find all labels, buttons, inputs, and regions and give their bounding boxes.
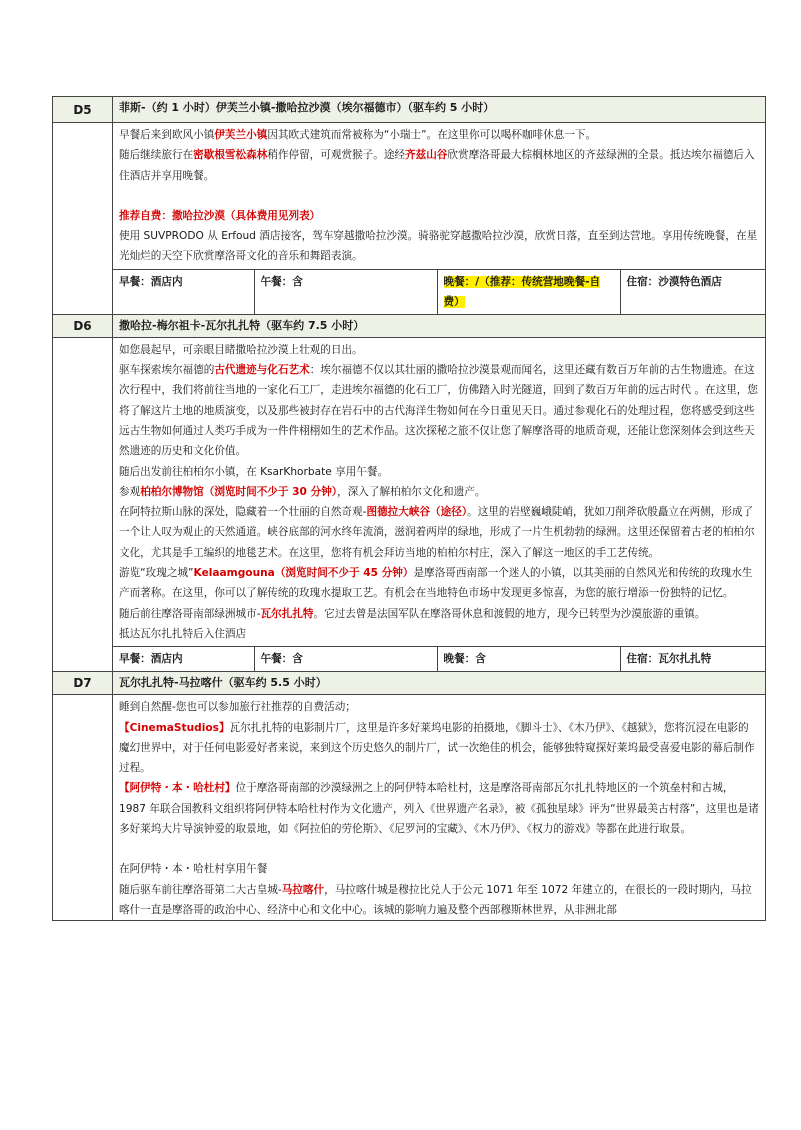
hotel-cell: 住宿：沙漠特色酒店 xyxy=(620,270,765,314)
day-body xyxy=(113,337,766,646)
meals-row xyxy=(53,269,766,314)
highlight-text: 柏柏尔博物馆（浏览时间不少于 30 分钟） xyxy=(140,485,338,498)
breakfast-cell: 早餐：酒店内 xyxy=(119,653,183,666)
body-paragraph xyxy=(119,502,759,563)
body-paragraph xyxy=(119,206,759,226)
body-paragraph xyxy=(119,624,759,644)
body-paragraph xyxy=(119,145,759,186)
day-label: D6 xyxy=(53,314,113,337)
body-text: 如您晨起早，可亲眼目睹撒哈拉沙漠上壮观的日出。 xyxy=(119,343,363,356)
body-paragraph xyxy=(119,778,759,839)
body-paragraph xyxy=(119,226,759,267)
lunch-cell: 午餐：含 xyxy=(254,647,437,671)
meals-table xyxy=(113,647,765,671)
body-text: 早餐后来到欧风小镇 xyxy=(119,129,215,141)
day-header-row xyxy=(53,97,766,123)
body-text: 在阿特拉斯山脉的深处，隐藏着一个壮丽的自然奇观- xyxy=(119,506,367,519)
highlight-text: 【阿伊特・本・哈杜村】 xyxy=(119,782,236,795)
body-text: 瓦尔扎扎特的电影制片厂，这里是许多好莱坞电影的拍摄地，《脚斗士》、《木乃伊》、《越狱》，您将沉浸在电影的魔幻世界中，对于任何电影爱好者来说，来到这个历史悠久的制片厂，试一次绝佳的机会，能够独特窥探好莱坞最受喜爱电影的幕后制作过程。 xyxy=(119,721,755,775)
day-body xyxy=(113,695,766,921)
highlight-text: 古代遗迹与化石艺术 xyxy=(214,364,310,377)
highlight-text: 齐兹山谷 xyxy=(405,149,448,162)
body-text: 参观 xyxy=(119,485,141,498)
body-paragraph xyxy=(119,718,759,779)
day-label-spacer xyxy=(53,123,113,315)
body-text: 。它过去曾是法国军队在摩洛哥休息和渡假的地方，现今已转型为沙漠旅游的重镇。 xyxy=(313,607,706,620)
body-text: 随后驱车前往摩洛哥第二大古皇城- xyxy=(119,883,282,896)
day-title: 瓦尔扎扎特-马拉喀什（驱车约 5.5 小时） xyxy=(113,672,766,695)
body-text: ：埃尔福德不仅以其壮丽的撒哈拉沙漠景观而闻名，这里还藏有数百万年前的古生物遗迹。在这次行程中，我们将前往当地的一家化石工厂，走进埃尔福德的化石工厂，仿佛踏入时光隧道，回到了数百万年前的远古时代 。在这里，您将了解这片土地的地质演变，以及那些被封存在岩石中的古代海洋生物如何在今日重见天日。通过参观化石的处理过程，您将感受到这些远古生物如何通过人类巧手成为一件件栩栩如生的艺术作品。这次探秘之旅不仅让您了解摩洛哥的地质奇观，还能让您深刻体会到这些天然遗迹的历史和文化价值。 xyxy=(119,364,758,458)
day-label: D7 xyxy=(53,672,113,695)
body-text: ，深入了解柏柏尔文化和遗产。 xyxy=(337,485,486,498)
body-paragraph xyxy=(119,125,759,145)
dinner-cell xyxy=(437,270,620,314)
body-text: 使用 SUVPRODO 从 Erfoud 酒店接客，驾车穿越撒哈拉沙漠。骑骆驼穿越撒哈拉沙漠，欣赏日落，直至到达营地。享用传统晚餐，在星光灿烂的天空下欣赏摩洛哥文化的音乐和舞蹈表演。 xyxy=(119,230,758,263)
day-title: 撒哈拉-梅尔祖卡-瓦尔扎扎特（驱车约 7.5 小时） xyxy=(113,314,766,337)
day-body xyxy=(113,123,766,270)
day-header-row xyxy=(53,672,766,695)
hotel-cell: 住宿：瓦尔扎扎特 xyxy=(620,647,765,671)
highlight-text: Kelaamgouna（浏览时间不少于 45 分钟） xyxy=(193,567,414,580)
day-content-row xyxy=(53,337,766,646)
body-paragraph xyxy=(119,697,759,717)
breakfast-cell: 早餐：酒店内 xyxy=(119,275,183,288)
lunch-cell: 午餐：含 xyxy=(254,270,437,314)
body-text: 因其欧式建筑而常被称为“小瑞士”。在这里你可以喝杯咖啡休息一下。 xyxy=(267,129,597,141)
body-text: 欣赏摩洛哥最大棕榈林地区的齐兹绿洲的全景。抵达埃尔福德后入住酒店并享用晚餐。 xyxy=(119,149,755,182)
body-paragraph xyxy=(119,563,759,604)
body-text: 随后出发前往柏柏尔小镇，在 KsarKhorbate 享用午餐。 xyxy=(119,465,389,478)
day-content-row xyxy=(53,123,766,270)
dinner-highlight: 晚餐：/（推荐：传统营地晚餐-自费） xyxy=(443,275,601,308)
highlight-text: 图德拉大峡谷（途径） xyxy=(366,506,468,519)
body-text: 位于摩洛哥南部的沙漠绿洲之上的阿伊特本哈杜村，这是摩洛哥南部瓦尔扎扎特地区的一个筑垒村和古城，1987 年联合国教科文组织将阿伊特本哈杜村作为文化遗产，列入《世界遗产名录》，被《孤独星球》评为“世界最美古村落”，这里也是诸多好莱坞大片导演钟爱的取景地，如《阿拉伯的劳伦斯》、《尼罗河的宝藏》、《木乃伊》、《权力的游戏》等都在此进行取景。 xyxy=(119,782,759,836)
body-text: 。这里的岩壁巍峨陡峭，犹如刀削斧砍般矗立在两侧，形成了一个让人叹为观止的天然通道。峡谷底部的河水终年流淌，滋润着两岸的绿地，形成了一片生机勃勃的绿洲。这里还保留着古老的柏柏尔文化，尤其是手工编织的地毯艺术。在这里，您将有机会拜访当地的柏柏尔村庄，深入了解这一地区的手工艺传统。 xyxy=(119,506,755,559)
body-text: 睡到自然醒-您也可以参加旅行社推荐的自费活动； xyxy=(119,701,356,714)
body-paragraph xyxy=(119,604,759,624)
itinerary-table xyxy=(52,96,766,921)
body-text: 抵达瓦尔扎扎特后入住酒店 xyxy=(119,627,247,640)
meals-table xyxy=(113,270,765,314)
body-paragraph xyxy=(119,880,759,921)
body-text: 是摩洛哥西南部一个迷人的小镇，以其美丽的自然风光和传统的玫瑰水生产而著称。在这里，你可以了解传统的玫瑰水提取工艺。有机会在当地特色市场中发现更多惊喜，为您的旅行增添一份独特的记忆。 xyxy=(119,567,753,600)
day-content-row xyxy=(53,695,766,921)
body-text: 在阿伊特・本・哈杜村享用午餐 xyxy=(119,863,268,876)
blank-line xyxy=(119,839,759,859)
highlight-text: 密歇根雪松森林 xyxy=(193,149,268,162)
highlight-text: 【CinemaStudios】 xyxy=(119,721,230,734)
body-text: 驱车探索埃尔福德的 xyxy=(119,364,215,377)
body-text: ，马拉喀什城是穆拉比兑人于公元 1071 年至 1072 年建立的，在很长的一段时期内，马拉喀什一直是摩洛哥的政治中心、经济中心和文化中心。该城的影响力遍及整个西部穆斯林世界，从非洲北部 xyxy=(119,883,752,916)
highlight-text: 推荐自费：撒哈拉沙漠（具体费用见列表） xyxy=(119,209,321,222)
day-label-spacer xyxy=(53,337,113,671)
body-paragraph xyxy=(119,360,759,461)
meals-row xyxy=(53,647,766,672)
day-title: 菲斯-（约 1 小时）伊芙兰小镇-撒哈拉沙漠（埃尔福德市）（驱车约 5 小时） xyxy=(113,97,766,123)
highlight-text: 马拉喀什 xyxy=(281,883,325,896)
body-text: 稍作停留，可观赏猴子。途经 xyxy=(267,149,406,162)
day-header-row xyxy=(53,314,766,337)
highlight-text: 伊芙兰小镇 xyxy=(214,129,268,141)
blank-line xyxy=(119,186,759,206)
day-label-spacer xyxy=(53,695,113,921)
dinner-cell: 晚餐：含 xyxy=(437,647,620,671)
body-paragraph xyxy=(119,482,759,502)
body-paragraph xyxy=(119,859,759,879)
body-text: 随后前往摩洛哥南部绿洲城市- xyxy=(119,607,261,620)
body-text: 随后继续旅行在 xyxy=(119,149,194,162)
body-text: 游览“玫瑰之城” xyxy=(119,567,194,580)
body-paragraph xyxy=(119,340,759,360)
highlight-text: 瓦尔扎扎特 xyxy=(260,607,314,620)
body-paragraph xyxy=(119,462,759,482)
day-label: D5 xyxy=(53,97,113,123)
